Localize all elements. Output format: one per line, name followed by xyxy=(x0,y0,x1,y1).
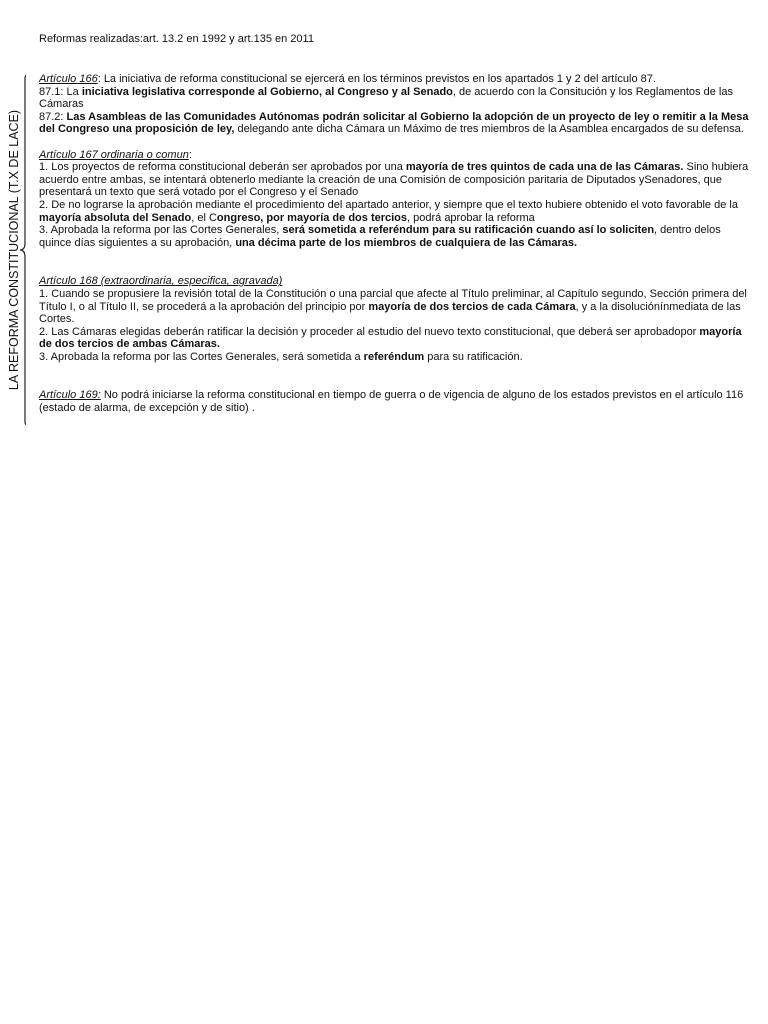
art167-p2-b: , el C xyxy=(191,211,217,224)
art167-p1 xyxy=(39,161,754,199)
art169-text-block xyxy=(39,389,754,414)
art167-p2-c: , podrá aprobar la reforma xyxy=(407,211,535,224)
reforms-note: Reformas realizadas:art. 13.2 en 1992 y art.135 en 2011 xyxy=(39,33,314,45)
document-body xyxy=(39,73,754,415)
art167-p3-a: 3. Aprobada la reforma por las Cortes Generales, xyxy=(39,224,283,237)
art168-p3 xyxy=(39,351,754,364)
art166-text: : La iniciativa de reforma constitucional se ejercerá en los términos previstos en los apartados 1 y 2 del artículo 87. xyxy=(97,73,656,85)
art166-87-1-prefix: 87.1: La xyxy=(39,85,82,98)
art166-87-2-rest: delegando ante dicha Cámara un Máximo de tres miembros de la Asamblea encargados de su defensa. xyxy=(234,123,744,136)
art166-87-1-rest: , de acuerdo con la Consitución y los Reglamentos de las Cámaras xyxy=(39,85,733,111)
art168-p2-a: 2. Las Cámaras elegidas deberán ratificar la decisión y proceder al estudio del nuevo texto constitucional, que deberá ser aprobadopor xyxy=(39,325,700,338)
art167-p2-bold1: mayoría absoluta del Senado xyxy=(39,211,192,224)
article-169 xyxy=(39,389,754,414)
art166-87-1-bold: iniciativa legislativa corresponde al Gobierno, al Congreso y al Senado xyxy=(81,85,453,98)
art167-p2-a: 2. De no lograrse la aprobación mediante el procedimiento del apartado anterior, y siempre que el texto hubiere obtenido el voto favorable de la xyxy=(39,198,738,211)
art168-p3-a: 3. Aprobada la reforma por las Cortes Generales, será sometida a xyxy=(39,350,364,363)
art167-p1-bold: mayoría de tres quintos de cada una de las Cámaras. xyxy=(405,161,684,174)
art167-heading xyxy=(39,149,754,162)
art168-heading xyxy=(39,275,754,288)
art167-p1-a: 1. Los proyectos de reforma constitucional deberán ser aprobados por una xyxy=(39,161,406,174)
art168-p1 xyxy=(39,288,754,326)
side-brace-svg xyxy=(0,72,26,428)
art168-p1-a: 1. Cuando se propusiere la revisión total de la Constitución o una parcial que afecte al Título preliminar, al Capítulo segundo, Sección primera del Título I, o al Título II, se procederá a la aprobación del principio por xyxy=(39,287,747,313)
art166-87-2-bold: Las Asambleas de las Comunidades Autónomas podrán solicitar al Gobierno la adopción de un proyecto de ley o remitir a la Mesa del Congreso una proposición de ley, xyxy=(39,110,749,136)
art166-title: Artículo 166 xyxy=(39,73,98,85)
side-title-text: LA REFORMA CONSTITUCIONAL (T.X DE LACE) xyxy=(7,109,21,391)
art167-title-suffix: : xyxy=(188,148,192,161)
art168-p3-bold: referéndum xyxy=(363,350,425,363)
art166-87-2-prefix: 87.2: xyxy=(39,110,67,123)
art168-p1-b: , y a la disoluciónínmediata de las Cortes. xyxy=(39,300,741,326)
art168-p2-bold: mayoría de dos tercios de ambas Cámaras. xyxy=(39,325,742,351)
article-168 xyxy=(39,275,754,363)
art168-p2 xyxy=(39,326,754,351)
art167-p1-b: Sino hubiera acuerdo entre ambas, se intentará obtenerlo mediante la creación de una Comisión de composición paritaria de Diputados ySenadores, que presentará un texto que será votado por el Congreso y el Senado xyxy=(39,161,749,199)
article-167 xyxy=(39,149,754,250)
art167-title: Artículo 167 ordinaria o comun xyxy=(39,148,189,161)
art168-p1-bold: mayoría de dos tercios de cada Cámara xyxy=(368,300,576,313)
side-title xyxy=(0,72,26,428)
art168-p3-b: para su ratificación. xyxy=(424,350,523,363)
art166-87-2 xyxy=(39,111,754,136)
art167-p3-bold2: una décima parte de los miembros de cualquiera de las Cámaras. xyxy=(235,236,578,249)
art167-p3 xyxy=(39,224,754,249)
art168-title: Artículo 168 (extraordinaria, especifica, agravada) xyxy=(39,275,283,288)
art169-title: Artículo 169: xyxy=(39,389,101,402)
art169-text: No podrá iniciarse la reforma constitucional en tiempo de guerra o de vigencia de alguno de los estados previstos en el artículo 116 (estado de alarma, de excepción y de sitio) . xyxy=(39,389,744,415)
art167-p2-bold2: ongreso, por mayoría de dos tercios xyxy=(216,211,408,224)
art166-87-1 xyxy=(39,86,754,111)
art167-p2 xyxy=(39,199,754,224)
art167-p3-b: , dentro delos quince días siguientes a su aprobación, xyxy=(39,224,721,249)
art167-p3-bold1: será sometida a referéndum para su ratificación cuando así lo soliciten xyxy=(282,224,655,237)
article-166 xyxy=(39,73,754,136)
art166-intro xyxy=(39,73,754,86)
